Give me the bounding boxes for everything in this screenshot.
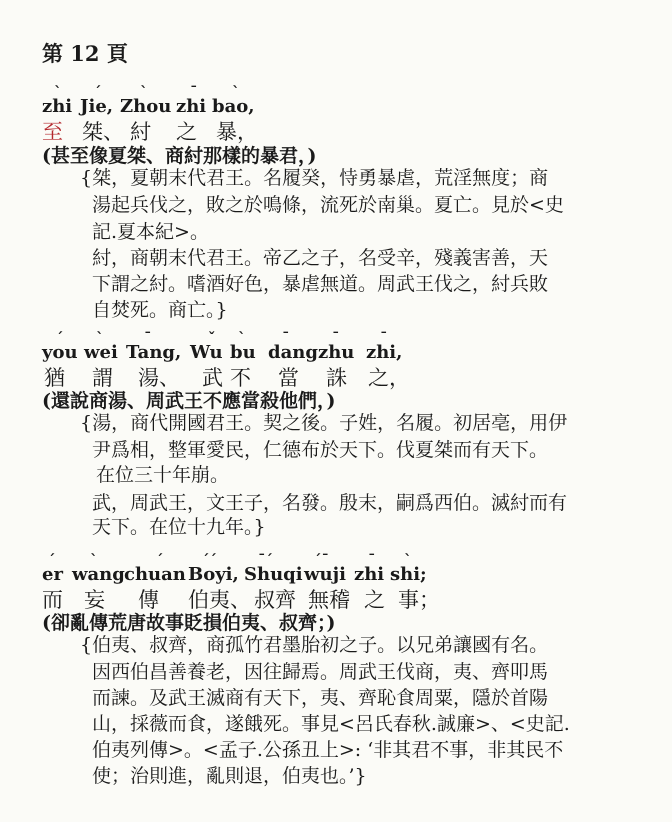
annotation-line: {伯夷、叔齊，商孤竹君墨胎初之子。以兄弟讓國有名。	[80, 634, 549, 656]
hanzi-word: 無稽	[308, 588, 350, 612]
tone-mark: ˋ	[404, 551, 412, 569]
tone-mark: ˉ	[380, 329, 388, 347]
hanzi-word: 武	[202, 366, 223, 390]
hanzi-word: 而	[42, 588, 63, 612]
hanzi-word: 伯夷、	[188, 588, 251, 612]
tone-mark: ˊ	[94, 83, 102, 101]
tone-mark: ˋ	[232, 83, 240, 101]
pinyin-word: ˊ chuan	[124, 551, 186, 585]
tone-mark: ˋ	[238, 329, 246, 347]
annotation-line: 在位三十年崩。	[96, 464, 230, 486]
hanzi-word: 事；	[398, 588, 440, 612]
tone-mark: ˉ	[368, 551, 376, 569]
annotation-line: 紂，商朝末代君王。帝乙之子，名受辛，殘義害善，天	[92, 247, 549, 269]
hanzi-word: 傳	[138, 588, 159, 612]
annotation-line: 而諫。及武王滅商有天下，夷、齊恥食周粟，隱於首陽	[92, 687, 549, 709]
pinyin-word: ˋ zhi	[42, 83, 73, 117]
pinyin-word: ˉˊ Shuqi	[244, 551, 303, 585]
tone-mark: ˇ	[208, 329, 216, 347]
pinyin-word: ˉ zhu	[318, 329, 355, 363]
pinyin-word: ˋ wang	[72, 551, 125, 585]
hanzi-word: 猶	[44, 366, 65, 390]
annotation-line: {湯，商代開國君王。契之後。子姓，名履。初居亳，用伊	[80, 412, 568, 434]
annotation-line: 山，採薇而食，遂餓死。事見<呂氏春秋.誠廉>、<史記.	[92, 713, 570, 735]
hanzi-word: 妄	[84, 588, 105, 612]
tone-mark: ˊ	[156, 551, 164, 569]
hanzi-word: 不	[230, 366, 251, 390]
tone-mark: ˉˊ	[258, 551, 273, 569]
annotation-line: 因西伯昌善養老，因往歸焉。周武王伐商，夷、齊叩馬	[92, 661, 549, 683]
tone-mark: ˉ	[332, 329, 340, 347]
pinyin-word: ˉ Tang,	[126, 329, 182, 363]
tone-mark: ˊ	[56, 329, 64, 347]
tone-mark: ˉ	[282, 329, 290, 347]
pinyin-word: ˇ Wu	[190, 329, 223, 363]
pinyin-word: ˋ bu	[230, 329, 256, 363]
tone-mark: ˉ	[144, 329, 152, 347]
annotation-line: 記.夏本紀>。	[92, 221, 209, 243]
annotation-line: 伯夷列傳>。<孟子.公孫丑上>: ‘非其君不事，非其民不	[92, 739, 564, 761]
hanzi-word: 至	[42, 120, 63, 144]
pinyin-word: ˉ zhi,	[366, 329, 403, 363]
pinyin-word: ˋ bao,	[212, 83, 255, 117]
hanzi-word: 之，	[368, 366, 410, 390]
translation-line: (卻亂傳荒唐故事貶損伯夷、叔齊；)	[42, 612, 336, 634]
pinyin-word: ˊ you	[42, 329, 78, 363]
hanzi-word: 桀、	[82, 120, 124, 144]
pinyin-word: ˋ wei	[84, 329, 118, 363]
pinyin-word: ˋ Zhou	[120, 83, 172, 117]
annotation-line: 尹爲相，整軍愛民，仁德布於天下。伐夏桀而有天下。	[92, 439, 549, 461]
pinyin-word: ˋ shi;	[390, 551, 427, 585]
pinyin-word: ˊ er	[42, 551, 63, 585]
annotation-line: 武，周武王，文王子，名發。殷末，嗣爲西伯。滅紂而有	[92, 492, 568, 514]
tone-mark: ˋ	[54, 83, 62, 101]
pinyin-word: ˉ zhi	[354, 551, 385, 585]
hanzi-word: 湯、	[138, 366, 180, 390]
pinyin-word: ˉ zhi	[176, 83, 207, 117]
tone-mark: ˊˉ	[314, 551, 329, 569]
translation-line: (甚至像夏桀、商紂那樣的暴君，)	[42, 145, 317, 167]
tone-mark: ˋ	[140, 83, 148, 101]
pinyin-word: ˉ dang	[268, 329, 318, 363]
tone-mark: ˉ	[190, 83, 198, 101]
pinyin-word: ˊˊ Boyi,	[188, 551, 239, 585]
translation-line: (還說商湯、周武王不應當殺他們，)	[42, 390, 336, 412]
hanzi-word: 之	[176, 120, 197, 144]
annotation-line: 湯起兵伐之，敗之於鳴條，流死於南巢。夏亡。見於<史	[92, 194, 564, 216]
tone-mark: ˊ	[48, 551, 56, 569]
annotation-line: 使；治則進，亂則退，伯夷也。’}	[92, 765, 367, 787]
pinyin-word: ˊˉ wuji	[304, 551, 346, 585]
tone-mark: ˋ	[96, 329, 104, 347]
tone-mark: ˊˊ	[202, 551, 217, 569]
hanzi-word: 誅	[326, 366, 347, 390]
hanzi-word: 暴，	[216, 120, 258, 144]
annotation-line: 下謂之紂。嗜酒好色，暴虐無道。周武王伐之，紂兵敗	[92, 273, 549, 295]
hanzi-word: 之	[364, 588, 385, 612]
annotation-line: {桀，夏朝末代君王。名履癸，恃勇暴虐，荒淫無度；商	[80, 167, 549, 189]
annotation-line: 天下。在位十九年。}	[92, 516, 266, 538]
hanzi-word: 當	[278, 366, 299, 390]
tone-mark: ˋ	[90, 551, 98, 569]
hanzi-word: 謂	[92, 366, 113, 390]
annotation-line: 自焚死。商亡。}	[92, 299, 228, 321]
hanzi-word: 紂	[130, 120, 151, 144]
page-number: 第 12 頁	[42, 41, 128, 66]
pinyin-word: ˊ Jie,	[80, 83, 114, 117]
hanzi-word: 叔齊	[254, 588, 296, 612]
